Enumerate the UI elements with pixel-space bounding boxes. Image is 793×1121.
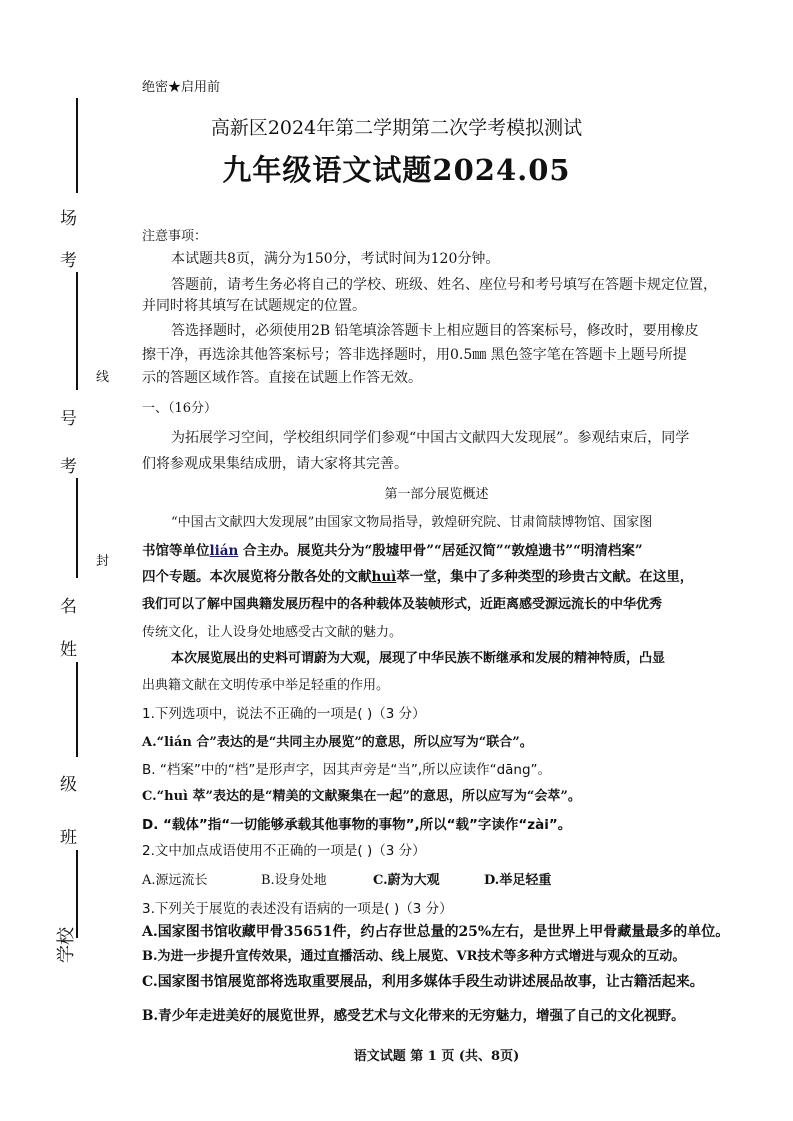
margin-label-chang: 场 [60,209,77,229]
q3-option-a: A.国家图书馆收藏甲骨35651件，约占存世总量的25%左右，是世界上甲骨藏量最多的单位。 [142,924,730,940]
q1-option-b: B. “档案”中的“档”是形声字，因其声旁是“当”,所以应读作“dāng”。 [142,762,552,778]
q2-option-b: B.设身处地 [261,873,327,888]
margin-label-ban: 班 [60,828,77,848]
notes-p2b: 并同时将其填写在试题规定的位置。 [142,298,366,314]
notes-p3c: 示的答题区域作答。直接在试题上作答无效。 [142,370,422,386]
q2-option-d: D.举足轻重 [484,873,552,888]
q3-option-c: C.国家图书馆展览部将选取重要展品，利用多媒体手段生动讲述展品故事，让古籍活起来。 [142,974,704,990]
para1-b-post: 合主办。展览共分为“殷墟甲骨”“居延汉简”“敦煌遗书”“明清档案” [238,543,643,559]
section1-intro-b: 们将参观成果集结成册，请大家将其完善。 [142,456,408,472]
margin-label-feng: 封 [96,554,110,569]
q2-stem: 2.文中加点成语使用不正确的一项是( )（3 分） [142,843,426,859]
section1-heading: 一、（16分） [142,401,218,416]
page-title: 九年级语文试题2024.05 [222,153,571,187]
page-footer: 语文试题 第 1 页 (共、8页) [353,1049,520,1064]
margin-label-school: 学校 [56,927,77,963]
q1-stem: 1.下列选项中，说法不正确的一项是( )（3 分） [142,706,426,722]
notes-heading: 注意事项： [142,229,208,244]
margin-label-kao: 考 [60,251,77,271]
margin-label-hao: 号 [60,409,77,429]
para1-c-pre: 四个专题。本次展览将分散各处的文献 [142,569,372,585]
confidential-label: 绝密★启用前 [142,80,221,95]
exam-subtitle: 高新区2024年第二学期第二次学考模拟测试 [210,117,583,139]
notes-p1: 本试题共8页，满分为150分，考试时间为120分钟。 [171,251,500,267]
binding-line-banji [76,662,78,757]
notes-p3a: 答选择题时，必须使用2B 铅笔填涂答题卡上相应题目的答案标号，修改时，要用橡皮 [171,323,699,339]
q3-stem: 3.下列关于展览的表述没有语病的一项是( )（3 分） [142,901,453,917]
binding-line-xuexiao [76,850,78,938]
para1-line-c [142,566,693,588]
margin-label-xian: 线 [96,370,110,385]
q2-option-c: C.蔚为大观 [373,873,440,888]
margin-label-ming: 名 [60,597,77,617]
para2-line-b: 出典籍文献在文明传承中举足轻重的作用。 [142,678,390,693]
para1-line-a: “中国古文献四大发现展”由国家文物局指导，敦煌研究院、甘肃简牍博物馆、国家图 [171,515,653,530]
notes-p3b: 擦干净，再选涂其他答案标号；答非选择题时，用0.5㎜ 黑色签字笔在答题卡上题号所提 [142,347,687,363]
para1-b-pre: 书馆等单位 [142,543,210,559]
para1-c-post: 萃一堂，集中了多种类型的珍贵古文献。在这里， [396,569,694,585]
notes-p2a: 答题前，请考生务必将自己的学校、班级、姓名、座位号和考号填写在答题卡规定位置， [171,277,717,293]
q1-option-a: A.“lián 合”表达的是“共同主办展览”的意思，所以应写为“联合”。 [142,735,533,750]
q1-option-c: C.“huì 萃”表达的是“精美的文献聚集在一起”的意思，所以应写为“会萃”。 [142,789,581,804]
para2-line-a: 本次展览展出的史料可谓蔚为大观，展现了中华民族不断继承和发展的精神特质，凸显 [171,651,666,666]
margin-label-kao2: 考 [60,457,77,477]
q2-option-a: A.源远流长 [142,873,208,888]
pinyin-hui: huì [371,569,397,585]
margin-label-xing: 姓 [60,640,77,660]
q3-option-d: B.青少年走进美好的展览世界，感受艺术与文化带来的无穷魅力，增强了自己的文化视野。 [142,1008,685,1024]
section1-intro-a: 为拓展学习空间，学校组织同学们参观“中国古文献四大发现展”。参观结束后，同学 [171,430,690,446]
margin-label-ji: 级 [60,775,77,795]
pinyin-lian: lián [209,543,239,559]
q1-option-d: D. “载体”指“一切能够承载其他事物的事物”,所以“载”字读作“zài”。 [142,817,572,833]
part-title: 第一部分展览概述 [384,487,489,502]
para1-line-b [142,540,643,562]
binding-line-kaohao [76,272,78,390]
para1-line-d: 我们可以了解中国典籍发展历程中的各种载体及装帧形式，近距离感受源远流长的中华优秀 [142,597,663,612]
para1-line-e: 传统文化，让人设身处地感受古文献的魅力。 [142,625,403,640]
q3-option-b: B.为进一步提升宣传效果，通过直播活动、线上展览、VR技术等多种方式增进与观众的互动。 [142,949,686,964]
